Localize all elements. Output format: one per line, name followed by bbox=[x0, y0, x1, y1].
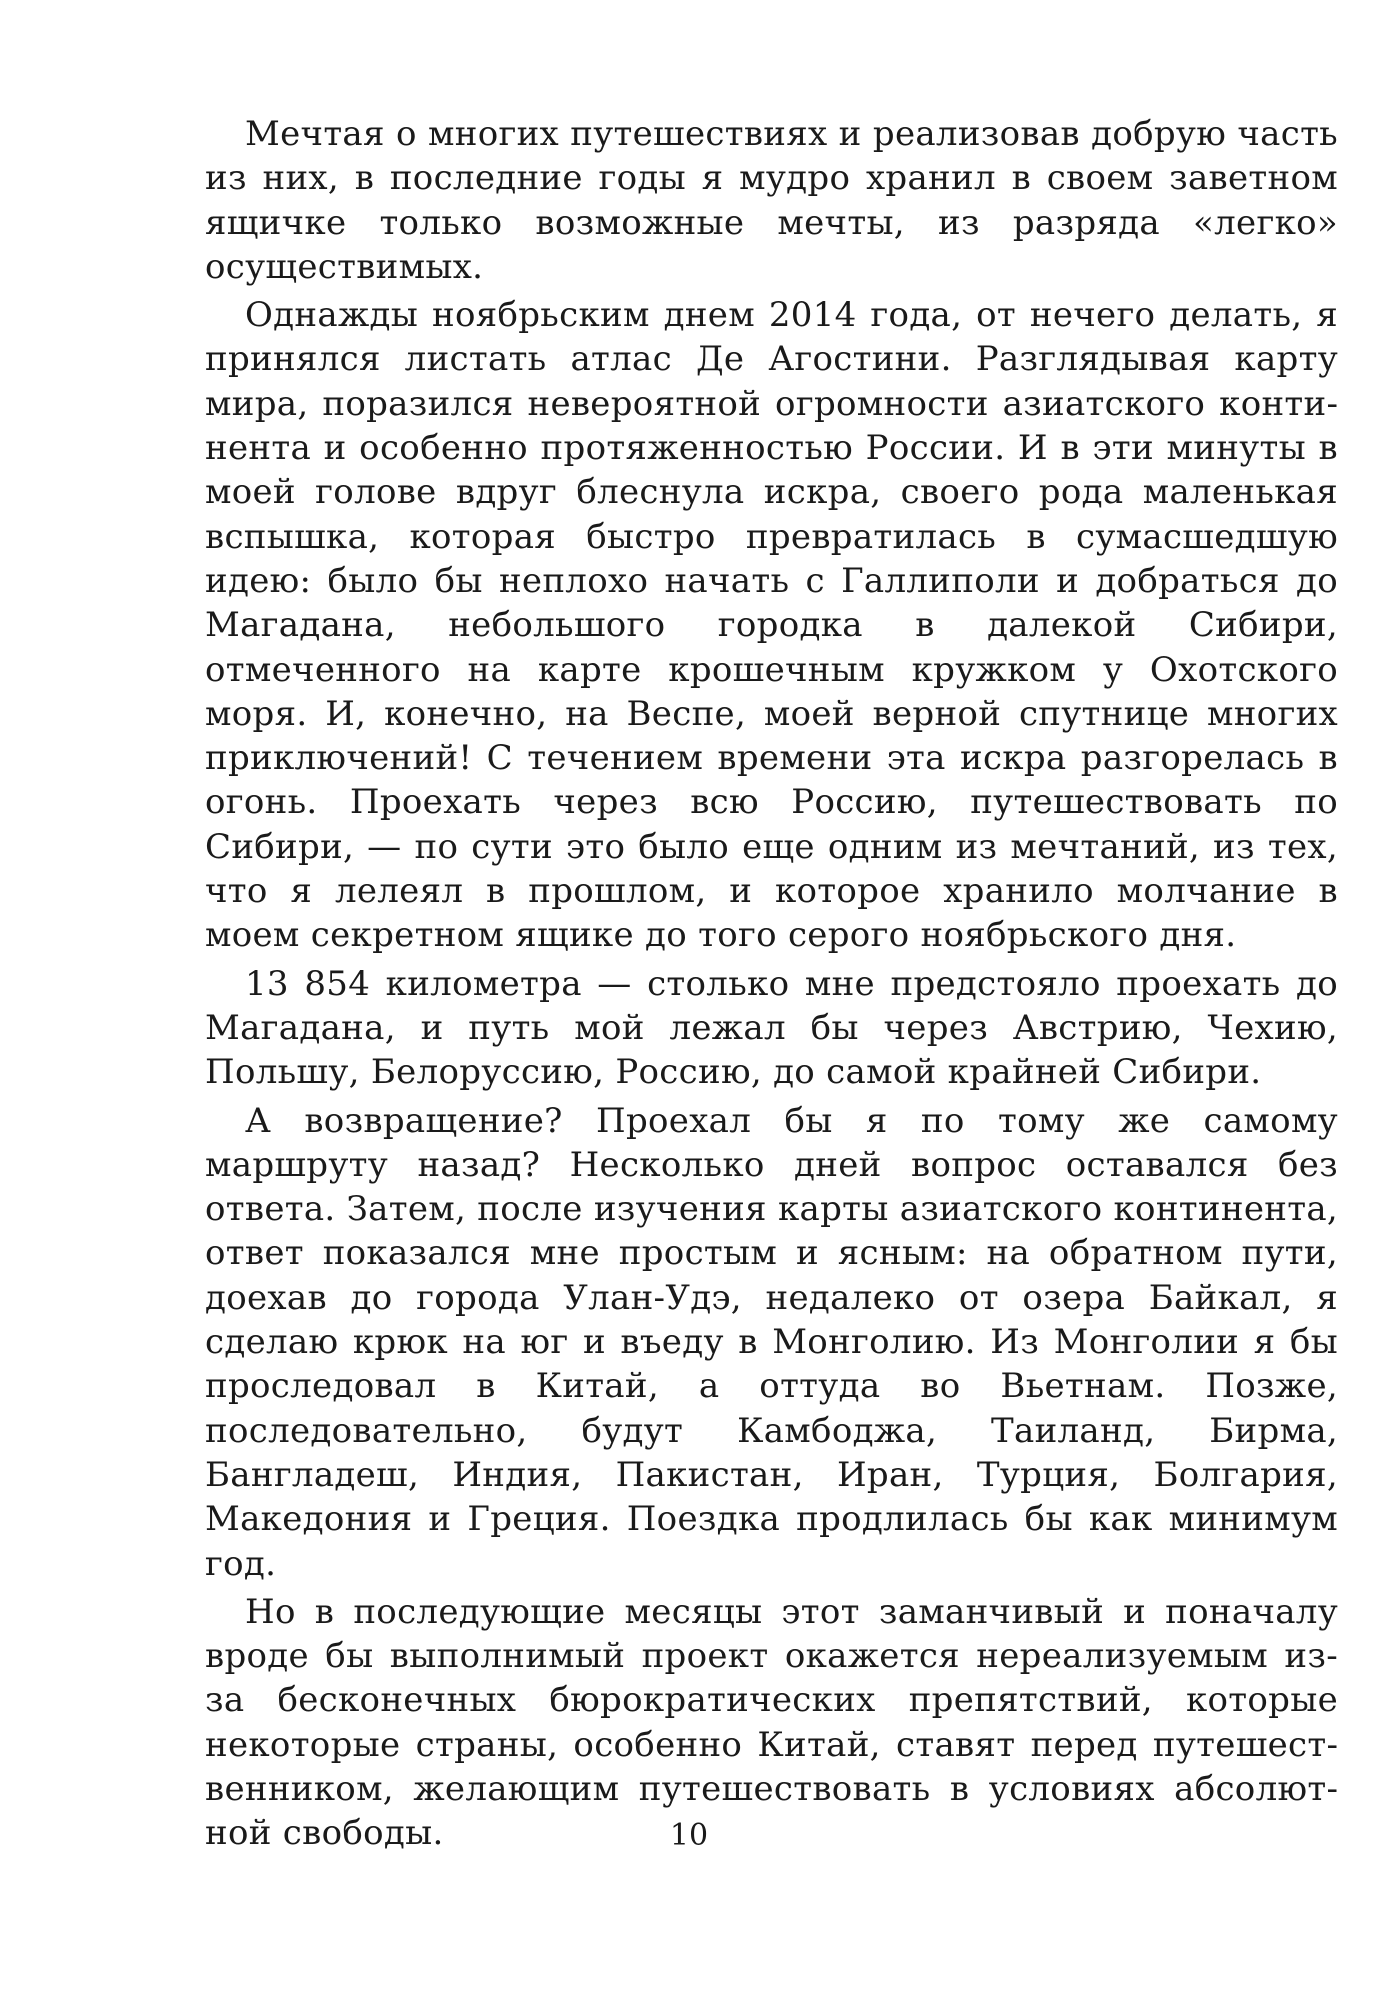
paragraph-4: А возвращение? Проехал бы я по тому же самому маршруту назад? Несколько дней вопрос оставался без ответа. Затем, после изучения карты азиатского континента, ответ показался мне простым и ясным: на обратном пути, доехав до города Улан-Удэ, недалеко от озера Байкал, я сделаю крюк на юг и въеду в Монголию. Из Монголии я бы проследовал в Китай, а оттуда во Вьетнам. Позже, последовательно, будут Камбоджа, Таиланд, Бирма, Бангладеш, Индия, Пакистан, Иран, Турция, Болгария, Македония и Греция. Поездка продлилась бы как минимум год. bbox=[205, 1100, 1338, 1584]
paragraph-2: Однажды ноябрьским днем 2014 года, от нечего делать, я принялся листать атлас Де Агостини. Разглядывая карту мира, поразился невероятной огромности азиатского континента и особенно протяженностью России. И в эти минуты в моей голове вдруг блеснула искра, своего рода маленькая вспышка, которая быстро превратилась в сумасшедшую идею: было бы неплохо начать с Галлиполи и добраться до Магадана, небольшого городка в далекой Сибири, отмеченного на карте крошечным кружком у Охотского моря. И, конечно, на Веспе, моей верной спутнице многих приключений! С течением времени эта искра разгорелась в огонь. Проехать через всю Россию, путешествовать по Сибири, — по сути это было еще одним из мечтаний, из тех, что я лелеял в прошлом, и которое хранило молчание в моем секретном ящике до того серого ноябрьского дня. bbox=[205, 295, 1338, 956]
page-body bbox=[205, 112, 1338, 1860]
page-number: 10 bbox=[669, 1818, 709, 1853]
paragraph-3: 13 854 километра — столько мне предстояло проехать до Магадана, и путь мой лежал бы через Австрию, Чехию, Польшу, Белоруссию, Россию, до самой крайней Сибири. bbox=[205, 963, 1338, 1093]
paragraph-1: Мечтая о многих путешествиях и реализовав добрую часть из них, в последние годы я мудро хранил в своем заветном ящичке только возможные мечты, из разряда «легко» осуществимых. bbox=[205, 114, 1338, 287]
paragraph-5: Но в последующие месяцы этот заманчивый и поначалу вроде бы выполнимый проект окажется нереализуемым из-за бесконечных бюрократических препятствий, которые некоторые страны, особенно Китай, ставят перед путешественником, желающим путешествовать в условиях абсолютной свободы. bbox=[205, 1591, 1338, 1854]
